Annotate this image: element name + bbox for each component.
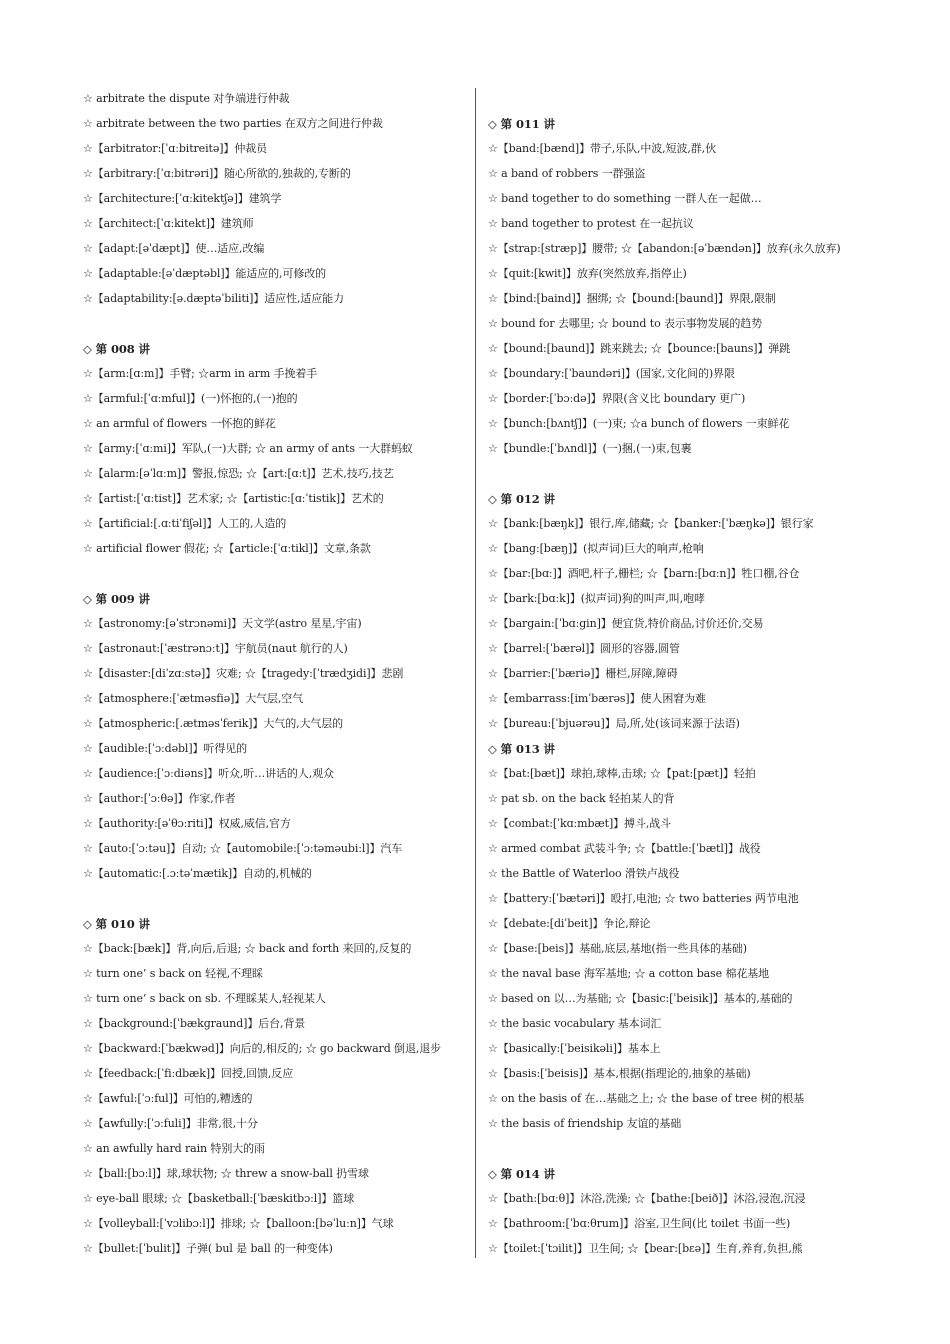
vocab-entry: ☆ an awfully hard rain 特别大的雨 — [83, 1142, 265, 1155]
vocab-entry: ☆【audible:[ˈɔːdəbl]】听得见的 — [83, 742, 248, 755]
vocab-entry: ☆【auto:[ˈɔːtəu]】自动; ☆【automobile:[ˈɔːtəməubiːl]】汽车 — [83, 842, 403, 855]
vocab-entry: ☆【bunch:[bʌntʃ]】(一)束; ☆a bunch of flowers 一束鲜花 — [488, 417, 790, 430]
vocab-entry: ☆ artificial flower 假花; ☆【article:[ˈɑːtikl]】文章,条款 — [83, 542, 371, 555]
vocab-entry: ☆【strap:[stræp]】腰带; ☆【abandon:[əˈbændən]】放弃(永久放弃) — [488, 242, 841, 255]
vocab-entry: ☆ on the basis of 在…基础之上; ☆ the base of tree 树的根基 — [488, 1092, 805, 1105]
lecture-heading: ◇ 第 010 讲 — [83, 917, 150, 931]
vocab-entry: ☆【battery:[ˈbætəri]】殴打,电池; ☆ two batteries 两节电池 — [488, 892, 799, 905]
vocab-entry: ☆【barrier:[ˈbæriə]】栅栏,屏障,障碍 — [488, 667, 678, 680]
vocab-entry: ☆【bath:[bɑːθ]】沐浴,洗澡; ☆【bathe:[beið]】沐浴,浸泡,沉浸 — [488, 1192, 806, 1205]
vocab-entry: ☆【adaptability:[ə.dæptəˈbiliti]】适应性,适应能力 — [83, 292, 344, 305]
vocab-entry: ☆【bind:[baind]】捆绑; ☆【bound:[baund]】界限,限制 — [488, 292, 776, 305]
vocab-entry: ☆【bar:[bɑː]】酒吧,杆子,栅栏; ☆【barn:[bɑːn]】牲口棚,谷仓 — [488, 567, 800, 580]
vocab-entry: ☆【armful:[ˈɑːmful]】(一)怀抱的,(一)抱的 — [83, 392, 298, 405]
vocab-entry: ☆【bang:[bæŋ]】(拟声词)巨大的响声,枪响 — [488, 542, 704, 555]
vocab-entry: ☆【army:[ˈɑːmi]】军队,(一)大群; ☆ an army of ants 一大群蚂蚁 — [83, 442, 413, 455]
vocab-entry: ☆【bark:[bɑːk]】(拟声词)狗的叫声,叫,咆哮 — [488, 592, 705, 605]
vocab-entry: ☆【feedback:[ˈfiːdbæk]】回授,回馈,反应 — [83, 1067, 294, 1080]
vocab-entry: ☆ the basic vocabulary 基本词汇 — [488, 1017, 662, 1030]
blank-line — [83, 314, 466, 339]
vocab-entry: ☆ the basis of friendship 友谊的基础 — [488, 1117, 682, 1130]
vocab-entry: ☆【bargain:[ˈbɑːgin]】便宜货,特价商品,讨价还价,交易 — [488, 617, 764, 630]
vocab-entry: ☆【bureau:[ˈbjuərəu]】局,所,处(该词来源于法语) — [488, 717, 740, 730]
vocab-entry: ☆【architecture:[ˈɑːkitektʃə]】建筑学 — [83, 192, 282, 205]
vocab-entry: ☆ turn one’ s back on sb. 不理睬某人,轻视某人 — [83, 992, 326, 1005]
vocab-entry: ☆【atmospheric:[.ætməsˈferik]】大气的,大气层的 — [83, 717, 344, 730]
vocab-entry: ☆ eye-ball 眼球; ☆【basketball:[ˈbæskitbɔːl]】篮球 — [83, 1192, 355, 1205]
blank-line — [488, 89, 878, 114]
vocab-entry: ☆【automatic:[.ɔːtəˈmætik]】自动的,机械的 — [83, 867, 312, 880]
left-column — [83, 89, 466, 1264]
vocab-entry: ☆【bullet:[ˈbulit]】子弹( bul 是 ball 的一种变体) — [83, 1242, 333, 1255]
vocab-entry: ☆【architect:[ˈɑːkitekt]】建筑师 — [83, 217, 254, 230]
lecture-heading: ◇ 第 014 讲 — [488, 1167, 555, 1181]
vocab-entry: ☆ band together to protest 在一起抗议 — [488, 217, 694, 230]
vocab-entry: ☆【back:[bæk]】背,向后,后退; ☆ back and forth 来回的,反复的 — [83, 942, 412, 955]
column-divider — [475, 88, 476, 1258]
lecture-heading: ◇ 第 012 讲 — [488, 492, 555, 506]
lecture-heading: ◇ 第 008 讲 — [83, 342, 150, 356]
vocab-entry: ☆【barrel:[ˈbærəl]】圆形的容器,圆管 — [488, 642, 680, 655]
vocab-entry: ☆【band:[bænd]】带子,乐队,中波,短波,群,伙 — [488, 142, 716, 155]
vocab-entry: ☆【adaptable:[əˈdæptəbl]】能适应的,可修改的 — [83, 267, 327, 280]
vocab-entry: ☆【artificial:[.ɑːtiˈfiʃəl]】人工的,人造的 — [83, 517, 287, 530]
vocab-entry: ☆ bound for 去哪里; ☆ bound to 表示事物发展的趋势 — [488, 317, 763, 330]
vocab-entry: ☆【artist:[ˈɑːtist]】艺术家; ☆【artistic:[ɑːˈtistik]】艺术的 — [83, 492, 384, 505]
vocab-entry: ☆【basis:[ˈbeisis]】基本,根据(指理论的,抽象的基础) — [488, 1067, 751, 1080]
vocab-entry: ☆【bundle:[ˈbʌndl]】(一)捆,(一)束,包裹 — [488, 442, 692, 455]
vocab-entry: ☆【bathroom:[ˈbɑːθrum]】浴室,卫生间(比 toilet 书面一些) — [488, 1217, 791, 1230]
vocab-entry: ☆ arbitrate the dispute 对争端进行仲裁 — [83, 92, 290, 105]
vocab-entry: ☆ the Battle of Waterloo 滑铁卢战役 — [488, 867, 680, 880]
vocab-entry: ☆【author:[ˈɔːθə]】作家,作者 — [83, 792, 236, 805]
vocab-entry: ☆【toilet:[ˈtɔilit]】卫生间; ☆【bear:[bɛə]】生育,养育,负担,熊 — [488, 1242, 803, 1255]
vocab-entry: ☆【bound:[baund]】跳来跳去; ☆【bounce:[bauns]】弹跳 — [488, 342, 791, 355]
vocab-entry: ☆【border:[ˈbɔːdə]】界限(含义比 boundary 更广) — [488, 392, 746, 405]
vocab-entry: ☆【alarm:[əˈlɑːm]】警报,惊恐; ☆【art:[ɑːt]】艺术,技巧,技艺 — [83, 467, 394, 480]
vocab-entry: ☆【astronaut:[ˈæstrənɔːt]】宇航员(naut 航行的人) — [83, 642, 348, 655]
blank-line — [83, 564, 466, 589]
blank-line — [488, 1139, 878, 1164]
vocab-entry: ☆ the naval base 海军基地; ☆ a cotton base 棉花基地 — [488, 967, 770, 980]
vocab-entry: ☆【debate:[diˈbeit]】争论,辩论 — [488, 917, 651, 930]
vocab-entry: ☆【volleyball:[ˈvɔlibɔːl]】排球; ☆【balloon:[bəˈluːn]】气球 — [83, 1217, 394, 1230]
right-column — [488, 89, 878, 1264]
vocab-entry: ☆【authority:[əˈθɔːriti]】权威,威信,官方 — [83, 817, 291, 830]
lecture-heading: ◇ 第 009 讲 — [83, 592, 150, 606]
vocab-entry: ☆【basically:[ˈbeisikəli]】基本上 — [488, 1042, 661, 1055]
vocab-entry: ☆ based on 以…为基础; ☆【basic:[ˈbeisik]】基本的,基础的 — [488, 992, 793, 1005]
vocab-entry: ☆【atmosphere:[ˈætməsfiə]】大气层,空气 — [83, 692, 304, 705]
vocab-entry: ☆ band together to do something 一群人在一起做… — [488, 192, 762, 205]
vocab-entry: ☆【bat:[bæt]】球拍,球棒,击球; ☆【pat:[pæt]】轻拍 — [488, 767, 756, 780]
vocab-entry: ☆【quit:[kwit]】放弃(突然放弃,指停止) — [488, 267, 687, 280]
vocab-entry: ☆ an armful of flowers 一怀抱的鲜花 — [83, 417, 276, 430]
blank-line — [83, 889, 466, 914]
vocab-entry: ☆【combat:[ˈkɑːmbæt]】搏斗,战斗 — [488, 817, 672, 830]
vocab-entry: ☆【boundary:[ˈbaundəri]】(国家,文化间的)界限 — [488, 367, 735, 380]
vocab-entry: ☆ arbitrate between the two parties 在双方之间进行仲裁 — [83, 117, 383, 130]
vocab-entry: ☆【embarrass:[imˈbærəs]】使人困窘为难 — [488, 692, 706, 705]
vocab-entry: ☆【backward:[ˈbækwəd]】向后的,相反的; ☆ go backward 倒退,退步 — [83, 1042, 442, 1055]
lecture-heading: ◇ 第 011 讲 — [488, 117, 555, 131]
lecture-heading: ◇ 第 013 讲 — [488, 742, 555, 756]
vocab-entry: ☆【base:[beis]】基础,底层,基地(指一些具体的基础) — [488, 942, 747, 955]
vocab-entry: ☆ pat sb. on the back 轻拍某人的背 — [488, 792, 675, 805]
vocab-entry: ☆【awfully:[ˈɔːfuli]】非常,很,十分 — [83, 1117, 258, 1130]
vocab-entry: ☆【awful:[ˈɔːful]】可怕的,糟透的 — [83, 1092, 253, 1105]
vocab-entry: ☆【bank:[bæŋk]】银行,库,储藏; ☆【banker:[ˈbæŋkə]】银行家 — [488, 517, 814, 530]
vocab-entry: ☆【disaster:[diˈzɑːstə]】灾难; ☆【tragedy:[ˈtrædʒidi]】悲剧 — [83, 667, 404, 680]
vocab-entry: ☆【background:[ˈbækgraund]】后台,背景 — [83, 1017, 306, 1030]
vocab-entry: ☆【arbitrator:[ˈɑːbitreitə]】仲裁员 — [83, 142, 268, 155]
vocab-entry: ☆ turn one’ s back on 轻视,不理睬 — [83, 967, 263, 980]
vocab-entry: ☆ armed combat 武装斗争; ☆【battle:[ˈbætl]】战役 — [488, 842, 761, 855]
vocab-entry: ☆ a band of robbers 一群强盗 — [488, 167, 646, 180]
vocab-entry: ☆【audience:[ˈɔːdiəns]】听众,听…讲话的人,观众 — [83, 767, 334, 780]
vocab-entry: ☆【adapt:[əˈdæpt]】使…适应,改编 — [83, 242, 265, 255]
vocab-entry: ☆【ball:[bɔːl]】球,球状物; ☆ threw a snow-ball 扔雪球 — [83, 1167, 369, 1180]
vocab-entry: ☆【arm:[ɑːm]】手臂; ☆arm in arm 手挽着手 — [83, 367, 318, 380]
vocab-entry: ☆【astronomy:[əˈstrɔnəmi]】天文学(astro 星星,宇宙) — [83, 617, 362, 630]
vocab-entry: ☆【arbitrary:[ˈɑːbitrəri]】随心所欲的,独裁的,专断的 — [83, 167, 351, 180]
blank-line — [488, 464, 878, 489]
